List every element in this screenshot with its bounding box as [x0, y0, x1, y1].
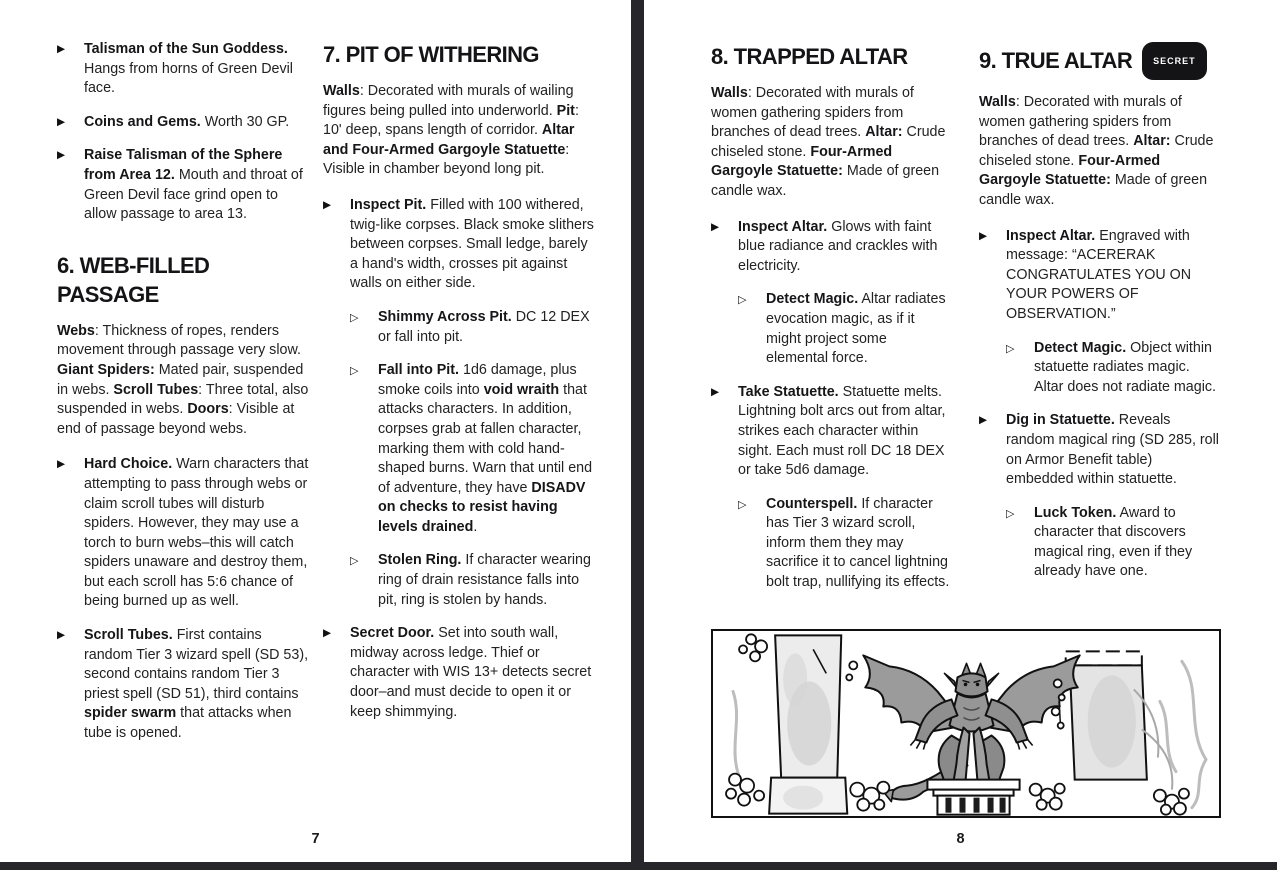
bullet-open-triangle-icon: ▷ [350, 310, 359, 324]
bullet-text [738, 383, 951, 481]
bullet-filled-triangle-icon: ▶ [323, 198, 332, 211]
bold-text: Altar: [865, 124, 903, 141]
bullet-text [1006, 227, 1221, 325]
book-spine [631, 0, 644, 870]
bold-text: Webs [57, 322, 95, 339]
bullet-open-triangle-icon: ▷ [738, 497, 747, 511]
section-heading [57, 251, 310, 309]
paragraph [711, 84, 951, 202]
bullet-filled-triangle-icon: ▶ [57, 43, 66, 55]
text-run: Altar radiates evocation magic, as if it might project some elemental force. [766, 291, 946, 367]
section-heading [711, 42, 951, 71]
right-column-1 [711, 42, 951, 616]
bold-text: Altar and Four-Armed Gargoyle Statuette [323, 122, 575, 158]
section-heading [979, 42, 1221, 80]
section-heading-text: 9. TRUE ALTAR [979, 48, 1133, 73]
right-pillar [1058, 651, 1173, 789]
text-run: . [473, 518, 478, 535]
text-run: Hangs from horns of Green Devil face. [84, 60, 293, 97]
pedestal [927, 780, 1019, 815]
bullet-text [378, 361, 595, 537]
bold-text: Take Statuette. [738, 383, 839, 400]
bold-text: Luck Token. [1034, 504, 1117, 521]
bold-text: Inspect Altar. [1006, 227, 1096, 244]
left-pillar [769, 635, 847, 813]
bold-text: Secret Door. [350, 625, 435, 642]
text-run: Statuette melts. Lightning bolt arcs out from altar, strikes each character within sight. Each must roll DC 18 DEX or take 5d6 damage. [738, 383, 946, 479]
bullet-text [766, 495, 951, 593]
bullet-text [378, 308, 595, 347]
bullet-filled-triangle-icon: ▶ [979, 414, 988, 427]
bullet-open-triangle-icon: ▷ [350, 364, 359, 378]
bold-text: Detect Magic. [766, 291, 859, 308]
bullet-item [738, 290, 951, 368]
bold-text: DISADV on checks to resist having levels drained [378, 479, 586, 535]
section-heading-text: 7. PIT OF WITHERING [323, 42, 539, 67]
bullet-text [84, 113, 310, 133]
bold-text: Giant Spiders: [57, 361, 155, 378]
paragraph [57, 322, 310, 440]
section-heading-text: 8. TRAPPED ALTAR [711, 44, 908, 69]
text-run: Award to character that discovers magical ring, even if they already have one. [1034, 504, 1193, 580]
bold-text: Inspect Pit. [350, 196, 427, 213]
bold-text: Scroll Tubes [113, 381, 199, 398]
bullet-item [57, 113, 310, 133]
gargoyle-illustration-svg [713, 631, 1219, 816]
bold-text: Walls [323, 83, 360, 99]
bullet-item [57, 40, 310, 99]
text-run: Made of green candle wax. [711, 163, 940, 199]
paragraph [323, 82, 595, 180]
bullet-filled-triangle-icon: ▶ [323, 627, 332, 640]
left-column-2 [323, 40, 595, 758]
text-run: If character has Tier 3 wizard scroll, inform them they may sacrifice it to cancel lightning bolt trap, nullifying its effects. [766, 495, 950, 591]
text-run: that attacks characters. In addition, corpses grab at fallen character, marking them with cold hand-shaped burns. Warn that until end of adventure, they have [378, 381, 593, 496]
bold-text: Altar: [1133, 133, 1171, 150]
bullet-filled-triangle-icon: ▶ [711, 385, 720, 398]
text-run: that attacks when tube is opened. [84, 705, 292, 742]
bullet-text [84, 146, 310, 224]
bold-text: Four-Armed Gargoyle Statuette: [979, 152, 1161, 189]
text-run: Glows with faint blue radiance and crackles with electricity. [738, 218, 938, 274]
bullet-item [1006, 339, 1221, 398]
bullet-text [378, 551, 595, 610]
bold-text: Walls [979, 94, 1016, 110]
bullet-item [57, 146, 310, 224]
bullet-filled-triangle-icon: ▶ [57, 629, 66, 642]
text-run: If character wearing ring of drain resistance falls into pit, ring is stolen by hands. [378, 552, 591, 608]
bullet-filled-triangle-icon: ▶ [57, 458, 66, 471]
text-run: : Thickness of ropes, renders movement through passage very slow. [57, 322, 301, 359]
bold-text: void wraith [483, 381, 560, 398]
bullet-filled-triangle-icon: ▶ [979, 229, 988, 242]
text-run: Mated pair, suspended in webs. [57, 361, 304, 398]
left-column-1 [57, 40, 310, 758]
gargoyle-illustration [711, 629, 1221, 818]
bottom-edge-bar [0, 862, 1277, 870]
bullet-item [350, 308, 595, 347]
text-run: : Decorated with murals of women gathering spiders from branches of dead trees. [979, 94, 1182, 150]
bullet-text [1034, 504, 1221, 582]
text-run: Filled with 100 withered, twig-like corpses. Black smoke slithers between corpses. Small ledge, barely a hand's width, crosses pit against walls on either side. [350, 196, 594, 292]
bullet-item [711, 218, 951, 277]
text-run: Object within statuette radiates magic. Altar does not radiate magic. [1034, 339, 1216, 395]
text-run: Crude chiseled stone. [979, 133, 1214, 169]
bold-text: Raise Talisman of the Sphere from Area 12. [84, 147, 283, 183]
bold-text: Talisman of the Sun Goddess. [84, 41, 288, 57]
bullet-item [323, 624, 595, 722]
right-column-2 [979, 42, 1221, 616]
text-run: Made of green candle wax. [979, 172, 1208, 208]
text-run: : Decorated with murals of wailing figures being pulled into underworld. [323, 83, 574, 119]
text-run: Crude chiseled stone. [711, 124, 946, 160]
bullet-filled-triangle-icon: ▶ [57, 115, 66, 128]
paragraph [979, 93, 1221, 211]
page-number-left: 7 [311, 831, 320, 847]
bullet-open-triangle-icon: ▷ [350, 554, 359, 568]
text-run: : Three total, also suspended in webs. [57, 381, 309, 418]
bold-text: Doors [187, 401, 229, 418]
text-run: Set into south wall, midway across ledge. Thief or character with WIS 13+ detects secret door–and must decide to open it or keep shimmying. [350, 625, 592, 720]
bold-text: Fall into Pit. [378, 362, 460, 379]
bullet-filled-triangle-icon: ▶ [57, 149, 66, 162]
bullet-text [84, 40, 310, 99]
bold-text: spider swarm [84, 705, 177, 722]
page-number-right: 8 [956, 831, 965, 847]
text-run: DC 12 DEX or fall into pit. [378, 308, 590, 345]
bullet-text [738, 218, 951, 277]
bullet-text [84, 455, 310, 612]
text-run: 1d6 damage, plus smoke coils into [378, 362, 577, 398]
bullet-open-triangle-icon: ▷ [738, 293, 747, 307]
text-run: Warn characters that attempting to pass through webs or claim scroll tubes will disturb spiders. However, they may use a torch to burn webs–this will catch spiders unaware and destroy them, but each scroll has 5:6 chance of being burned up as well. [84, 456, 309, 610]
left-page-columns [57, 40, 595, 758]
bold-text: Detect Magic. [1034, 339, 1127, 356]
bold-text: Counterspell. [766, 495, 858, 512]
bold-text: Inspect Altar. [738, 218, 828, 235]
bold-text: Coins and Gems. [84, 113, 201, 130]
bullet-text [350, 196, 595, 294]
right-page [644, 0, 1277, 870]
bullet-item [738, 495, 951, 593]
text-run: : Decorated with murals of women gathering spiders from branches of dead trees. [711, 85, 914, 141]
bullet-filled-triangle-icon: ▶ [711, 220, 720, 233]
bold-text: Scroll Tubes. [84, 627, 173, 644]
text-run: First contains random Tier 3 wizard spell (SD 53), second contains random Tier 3 priest spell (SD 51), third contains [84, 627, 309, 702]
bold-text: Dig in Statuette. [1006, 412, 1115, 429]
text-run: : Visible at end of passage beyond webs. [57, 401, 295, 437]
text-run: : Visible in chamber beyond long pit. [323, 141, 570, 178]
section-heading [323, 40, 595, 69]
bold-text: Pit [556, 102, 575, 119]
bullet-text [84, 626, 310, 744]
bullet-open-triangle-icon: ▷ [1006, 506, 1015, 520]
bold-text: Walls [711, 85, 748, 101]
bullet-text [1034, 339, 1221, 398]
text-run: Engraved with message: “ACERERAK CONGRATULATES YOU ON YOUR POWERS OF OBSERVATION.” [1006, 227, 1192, 322]
bullet-item [57, 626, 310, 744]
text-run: : 10' deep, spans length of corridor. [323, 102, 579, 139]
bullet-text [1006, 411, 1221, 489]
bullet-item [979, 411, 1221, 489]
bullet-item [323, 196, 595, 294]
right-page-columns [711, 42, 1256, 616]
bold-text: Stolen Ring. [378, 552, 462, 569]
bold-text: Hard Choice. [84, 456, 173, 473]
bold-text: Shimmy Across Pit. [378, 308, 512, 325]
bullet-item [1006, 504, 1221, 582]
bullet-text [766, 290, 951, 368]
bullet-item [711, 383, 951, 481]
text-run: Mouth and throat of Green Devil face grind open to allow passage to area 13. [84, 166, 303, 223]
bullet-item [979, 227, 1221, 325]
secret-badge: SECRET [1142, 42, 1207, 80]
left-page [0, 0, 631, 870]
text-run: Reveals random magical ring (SD 285, roll on Armor Benefit table) embedded within statuette. [1006, 412, 1219, 488]
bullet-text [350, 624, 595, 722]
bullet-item [57, 455, 310, 612]
bullet-item [350, 361, 595, 537]
bullet-open-triangle-icon: ▷ [1006, 341, 1015, 355]
bullet-item [350, 551, 595, 610]
bold-text: Four-Armed Gargoyle Statuette: [711, 143, 893, 180]
text-run: Worth 30 GP. [200, 113, 290, 130]
section-heading-text: 6. WEB-FILLED PASSAGE [57, 252, 210, 307]
